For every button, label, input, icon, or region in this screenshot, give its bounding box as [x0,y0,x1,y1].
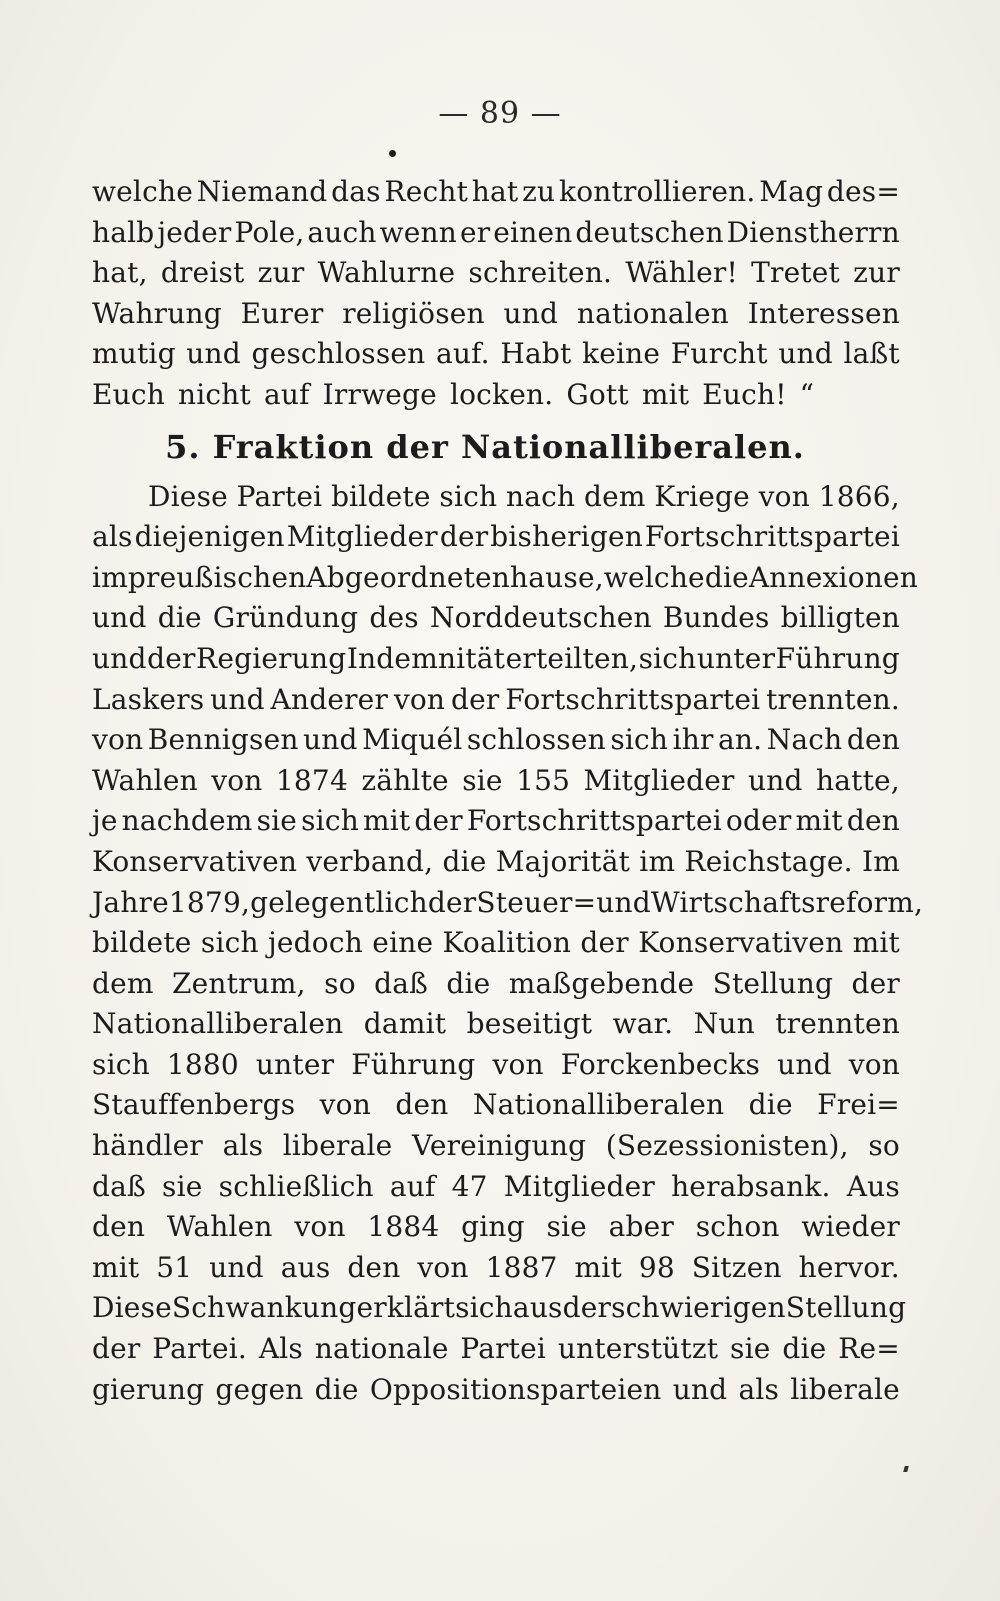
text-line: Euch nicht auf Irrwege locken. Gott mit Euch! “ [92,377,815,411]
text-line: und die Gründung des Norddeutschen Bundes billigten [92,601,900,635]
text-line: Diese Schwankung erklärt sich aus der schwierigen Stellung [92,1291,907,1325]
text-line: Wahrung Eurer religiösen und nationalen Interessen [92,296,900,330]
text-line: als diejenigen Mitglieder der bisherigen Fortschrittspartei [92,520,900,554]
text-line: Jahre 1879, gelegentlich der Steuer= und Wirtschaftsreform, [92,885,924,919]
text-line: der Partei. Als nationale Partei unterstützt sie die Re= [92,1332,900,1366]
text-line: mit 51 und aus den von 1887 mit 98 Sitzen hervor. [92,1250,900,1284]
text-line: Laskers und Anderer von der Fortschrittspartei trennten. [92,682,900,716]
text-line: dem Zentrum, so daß die maßgebende Stellung der [92,966,900,1000]
text-line: daß sie schließlich auf 47 Mitglieder herabsank. Aus [92,1169,900,1203]
paragraph-nationalliberalen [92,477,924,1411]
page-number: — 89 — [438,96,562,131]
text-line: Konservativen verband, die Majorität im Reichstage. Im [92,844,900,878]
text-line: von Bennigsen und Miquél schlossen sich ihr an. Nach den [92,723,900,757]
text-line: den Wahlen von 1884 ging sie aber schon wieder [92,1210,900,1244]
text-line: Nationalliberalen damit beseitigt war. Nun trennten [92,1007,900,1041]
text-line: welche Niemand das Recht hat zu kontrollieren. Mag des= [92,175,900,208]
text-line: händler als liberale Vereinigung (Sezessionisten), so [92,1129,900,1163]
ink-speck [389,150,396,157]
text-line: gierung gegen die Oppositionsparteien und als liberale [92,1372,900,1406]
text-line: Wahlen von 1874 zählte sie 155 Mitglieder und hatte, [92,763,900,797]
text-line: und der Regierung Indemnität erteilten, sich unter Führung [92,641,900,675]
body-text [92,172,924,1410]
text-line: Stauffenbergs von den Nationalliberalen die Frei= [92,1088,900,1122]
text-line: je nachdem sie sich mit der Fortschrittspartei oder mit den [92,804,900,838]
section-heading: 5. Fraktion der Nationalliberalen. [165,427,805,466]
ink-speck-margin [903,1466,909,1472]
text-line: hat, dreist zur Wahlurne schreiten. Wähler! Tretet zur [92,256,900,290]
text-line: im preußischen Abgeordnetenhause, welche die Annexionen [92,560,918,594]
text-line: Diese Partei bildete sich nach dem Kriege von 1866, [148,479,900,513]
text-line: sich 1880 unter Führung von Forckenbecks und von [92,1047,900,1081]
paragraph-continuation [92,172,900,416]
text-line: mutig und geschlossen auf. Habt keine Furcht und laßt [92,337,900,371]
text-line: halb jeder Pole, auch wenn er einen deutschen Dienstherrn [92,215,900,249]
text-line: bildete sich jedoch eine Koalition der Konservativen mit [92,926,900,960]
